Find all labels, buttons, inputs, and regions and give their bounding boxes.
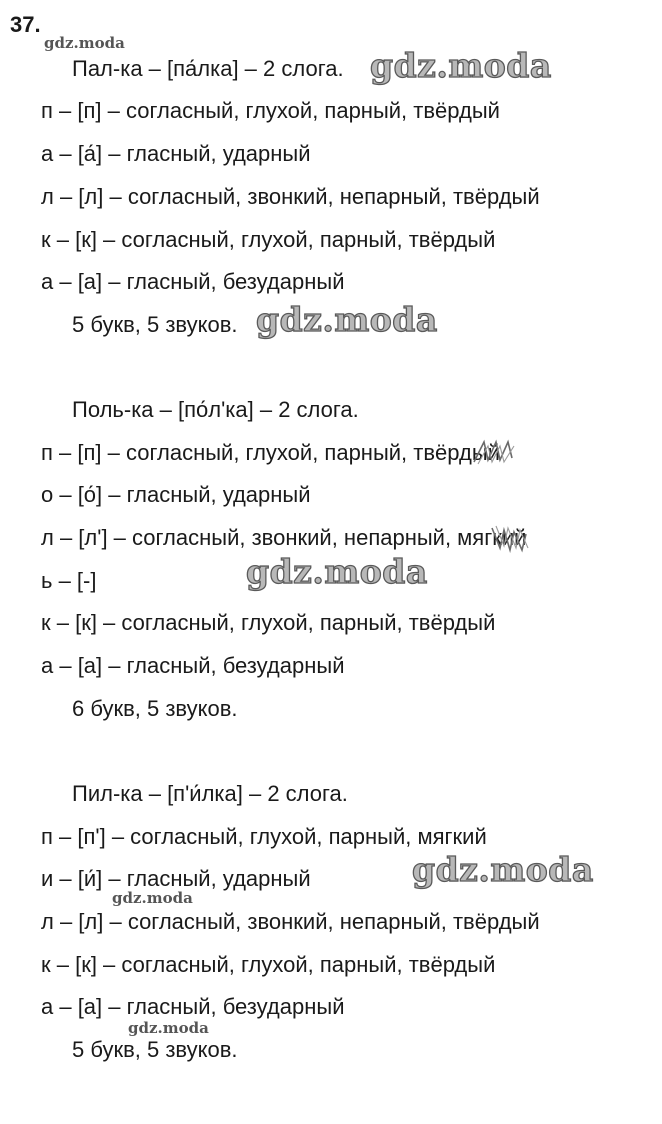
watermark-logo: gdz.moda bbox=[370, 46, 552, 85]
word-header: Поль-ка – [по́л'ка] – 2 слога. bbox=[72, 397, 359, 422]
exercise-number: 37. bbox=[10, 12, 41, 37]
watermark-logo: gdz.moda bbox=[256, 300, 438, 339]
letter-analysis: ь – [-] bbox=[41, 568, 97, 593]
letter-analysis: л – [л] – согласный, звонкий, непарный, твёрдый bbox=[41, 184, 540, 209]
letter-sound-summary: 5 букв, 5 звуков. bbox=[72, 312, 238, 337]
watermark-logo: gdz.moda bbox=[412, 850, 594, 889]
letter-analysis: п – [п'] – согласный, глухой, парный, мягкий bbox=[41, 824, 487, 849]
watermark-logo: gdz.moda bbox=[112, 889, 193, 907]
letter-analysis: л – [л'] – согласный, звонкий, непарный, мягкий bbox=[41, 525, 527, 550]
letter-analysis: а – [а] – гласный, безударный bbox=[41, 653, 345, 678]
watermark-logo: gdz.moda bbox=[246, 552, 428, 591]
letter-analysis: и – [и́] – гласный, ударный bbox=[41, 866, 311, 891]
letter-analysis: а – [а] – гласный, безударный bbox=[41, 994, 345, 1019]
letter-analysis: к – [к] – согласный, глухой, парный, твёрдый bbox=[41, 227, 496, 252]
watermark-logo: gdz.moda bbox=[128, 1019, 209, 1037]
letter-analysis: а – [а́] – гласный, ударный bbox=[41, 141, 311, 166]
letter-analysis: п – [п] – согласный, глухой, парный, твёрдый bbox=[41, 440, 500, 465]
letter-sound-summary: 6 букв, 5 звуков. bbox=[72, 696, 238, 721]
word-header: Пал-ка – [па́лка] – 2 слога. bbox=[72, 56, 344, 81]
letter-analysis: п – [п] – согласный, глухой, парный, твёрдый bbox=[41, 98, 500, 123]
word-header: Пил-ка – [п'и́лка] – 2 слога. bbox=[72, 781, 348, 806]
letter-sound-summary: 5 букв, 5 звуков. bbox=[72, 1037, 238, 1062]
letter-analysis: а – [а] – гласный, безударный bbox=[41, 269, 345, 294]
letter-analysis: к – [к] – согласный, глухой, парный, твёрдый bbox=[41, 952, 496, 977]
letter-analysis: л – [л] – согласный, звонкий, непарный, твёрдый bbox=[41, 909, 540, 934]
watermark-logo: gdz.moda bbox=[44, 34, 125, 52]
letter-analysis: к – [к] – согласный, глухой, парный, твёрдый bbox=[41, 610, 496, 635]
letter-analysis: о – [о́] – гласный, ударный bbox=[41, 482, 311, 507]
